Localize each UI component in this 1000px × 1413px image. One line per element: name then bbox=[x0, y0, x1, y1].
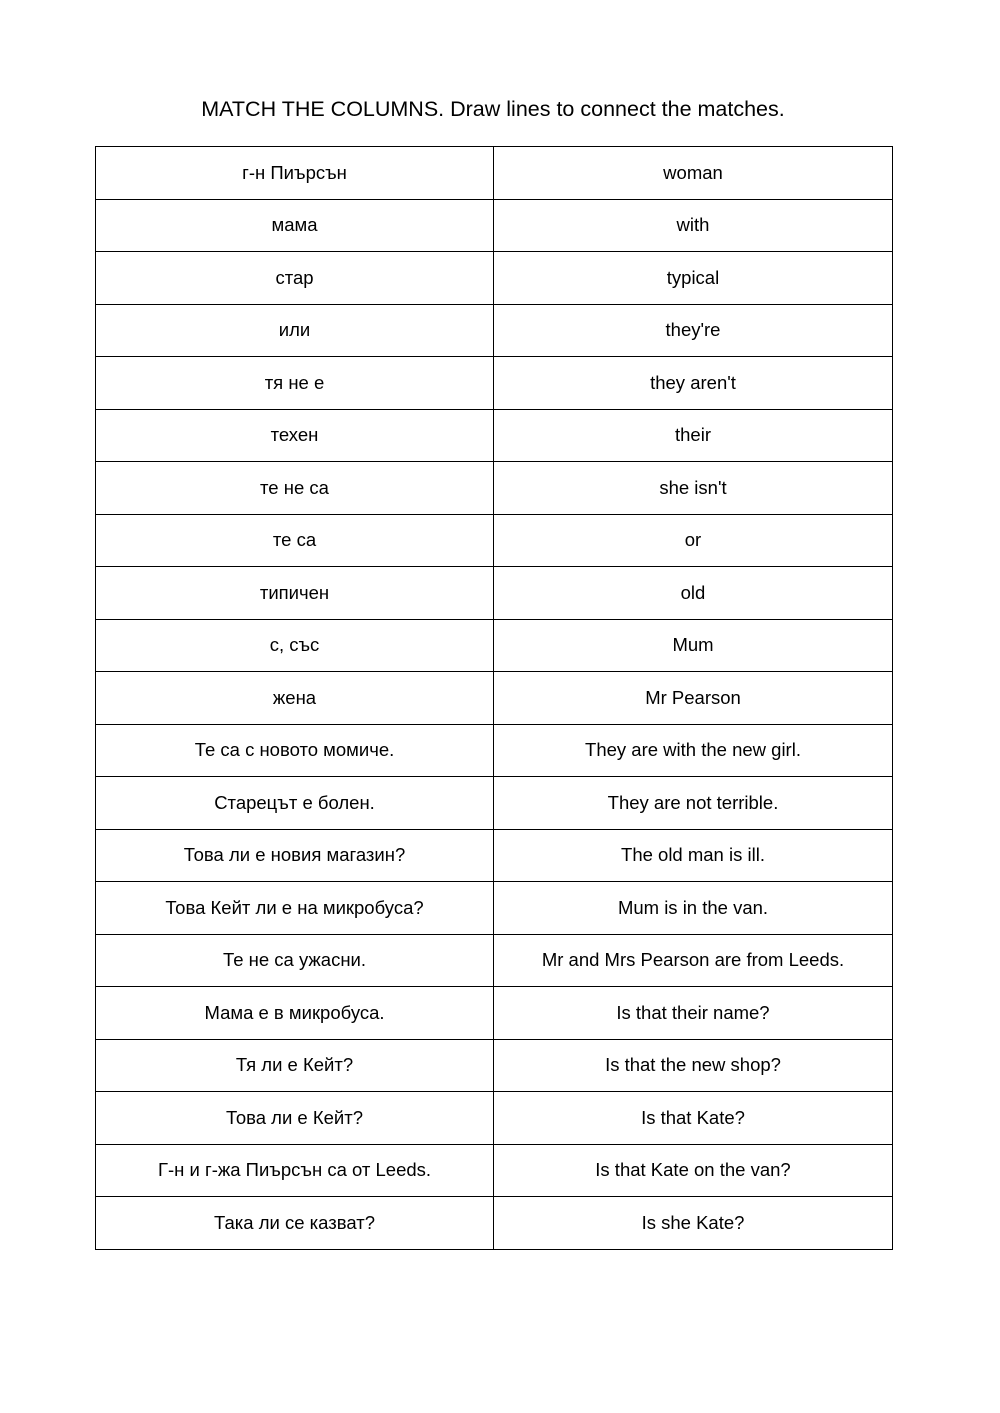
left-cell: Те са с новото момиче. bbox=[96, 724, 494, 777]
left-cell: Така ли се казват? bbox=[96, 1197, 494, 1250]
match-table-body bbox=[96, 147, 893, 1250]
table-row bbox=[96, 829, 893, 882]
table-row bbox=[96, 724, 893, 777]
right-cell: she isn't bbox=[494, 462, 893, 515]
table-row bbox=[96, 934, 893, 987]
left-cell: Това Кейт ли е на микробуса? bbox=[96, 882, 494, 935]
right-cell: Is that Kate? bbox=[494, 1092, 893, 1145]
left-cell: тя не е bbox=[96, 357, 494, 410]
left-cell: мама bbox=[96, 199, 494, 252]
right-cell: They are not terrible. bbox=[494, 777, 893, 830]
table-row bbox=[96, 777, 893, 830]
right-cell: The old man is ill. bbox=[494, 829, 893, 882]
table-row bbox=[96, 1144, 893, 1197]
table-row bbox=[96, 252, 893, 305]
left-cell: Мама е в микробуса. bbox=[96, 987, 494, 1040]
left-cell: те не са bbox=[96, 462, 494, 515]
table-row bbox=[96, 567, 893, 620]
table-row bbox=[96, 987, 893, 1040]
table-row bbox=[96, 1092, 893, 1145]
left-cell: Това ли е новия магазин? bbox=[96, 829, 494, 882]
right-cell: Is she Kate? bbox=[494, 1197, 893, 1250]
left-cell: типичен bbox=[96, 567, 494, 620]
table-row bbox=[96, 147, 893, 200]
table-row bbox=[96, 199, 893, 252]
right-cell: or bbox=[494, 514, 893, 567]
left-cell: Старецът е болен. bbox=[96, 777, 494, 830]
left-cell: те са bbox=[96, 514, 494, 567]
right-cell: Mum is in the van. bbox=[494, 882, 893, 935]
left-cell: г-н Пиърсън bbox=[96, 147, 494, 200]
right-cell: Is that their name? bbox=[494, 987, 893, 1040]
left-cell: жена bbox=[96, 672, 494, 725]
left-cell: Тя ли е Кейт? bbox=[96, 1039, 494, 1092]
table-row bbox=[96, 1197, 893, 1250]
right-cell: Mr Pearson bbox=[494, 672, 893, 725]
right-cell: They are with the new girl. bbox=[494, 724, 893, 777]
right-cell: Mr and Mrs Pearson are from Leeds. bbox=[494, 934, 893, 987]
worksheet-title: MATCH THE COLUMNS. Draw lines to connect the matches. bbox=[201, 97, 785, 121]
right-cell: with bbox=[494, 199, 893, 252]
table-row bbox=[96, 1039, 893, 1092]
match-table bbox=[95, 146, 893, 1250]
left-cell: стар bbox=[96, 252, 494, 305]
right-cell: they aren't bbox=[494, 357, 893, 410]
right-cell: they're bbox=[494, 304, 893, 357]
table-row bbox=[96, 619, 893, 672]
left-cell: техен bbox=[96, 409, 494, 462]
right-cell: typical bbox=[494, 252, 893, 305]
table-row bbox=[96, 514, 893, 567]
left-cell: с, със bbox=[96, 619, 494, 672]
right-cell: Is that the new shop? bbox=[494, 1039, 893, 1092]
table-row bbox=[96, 357, 893, 410]
left-cell: Те не са ужасни. bbox=[96, 934, 494, 987]
left-cell: или bbox=[96, 304, 494, 357]
table-row bbox=[96, 882, 893, 935]
left-cell: Г-н и г-жа Пиърсън са от Leeds. bbox=[96, 1144, 494, 1197]
table-row bbox=[96, 304, 893, 357]
table-row bbox=[96, 462, 893, 515]
table-row bbox=[96, 409, 893, 462]
right-cell: Mum bbox=[494, 619, 893, 672]
right-cell: woman bbox=[494, 147, 893, 200]
table-row bbox=[96, 672, 893, 725]
right-cell: their bbox=[494, 409, 893, 462]
right-cell: old bbox=[494, 567, 893, 620]
right-cell: Is that Kate on the van? bbox=[494, 1144, 893, 1197]
left-cell: Това ли е Кейт? bbox=[96, 1092, 494, 1145]
